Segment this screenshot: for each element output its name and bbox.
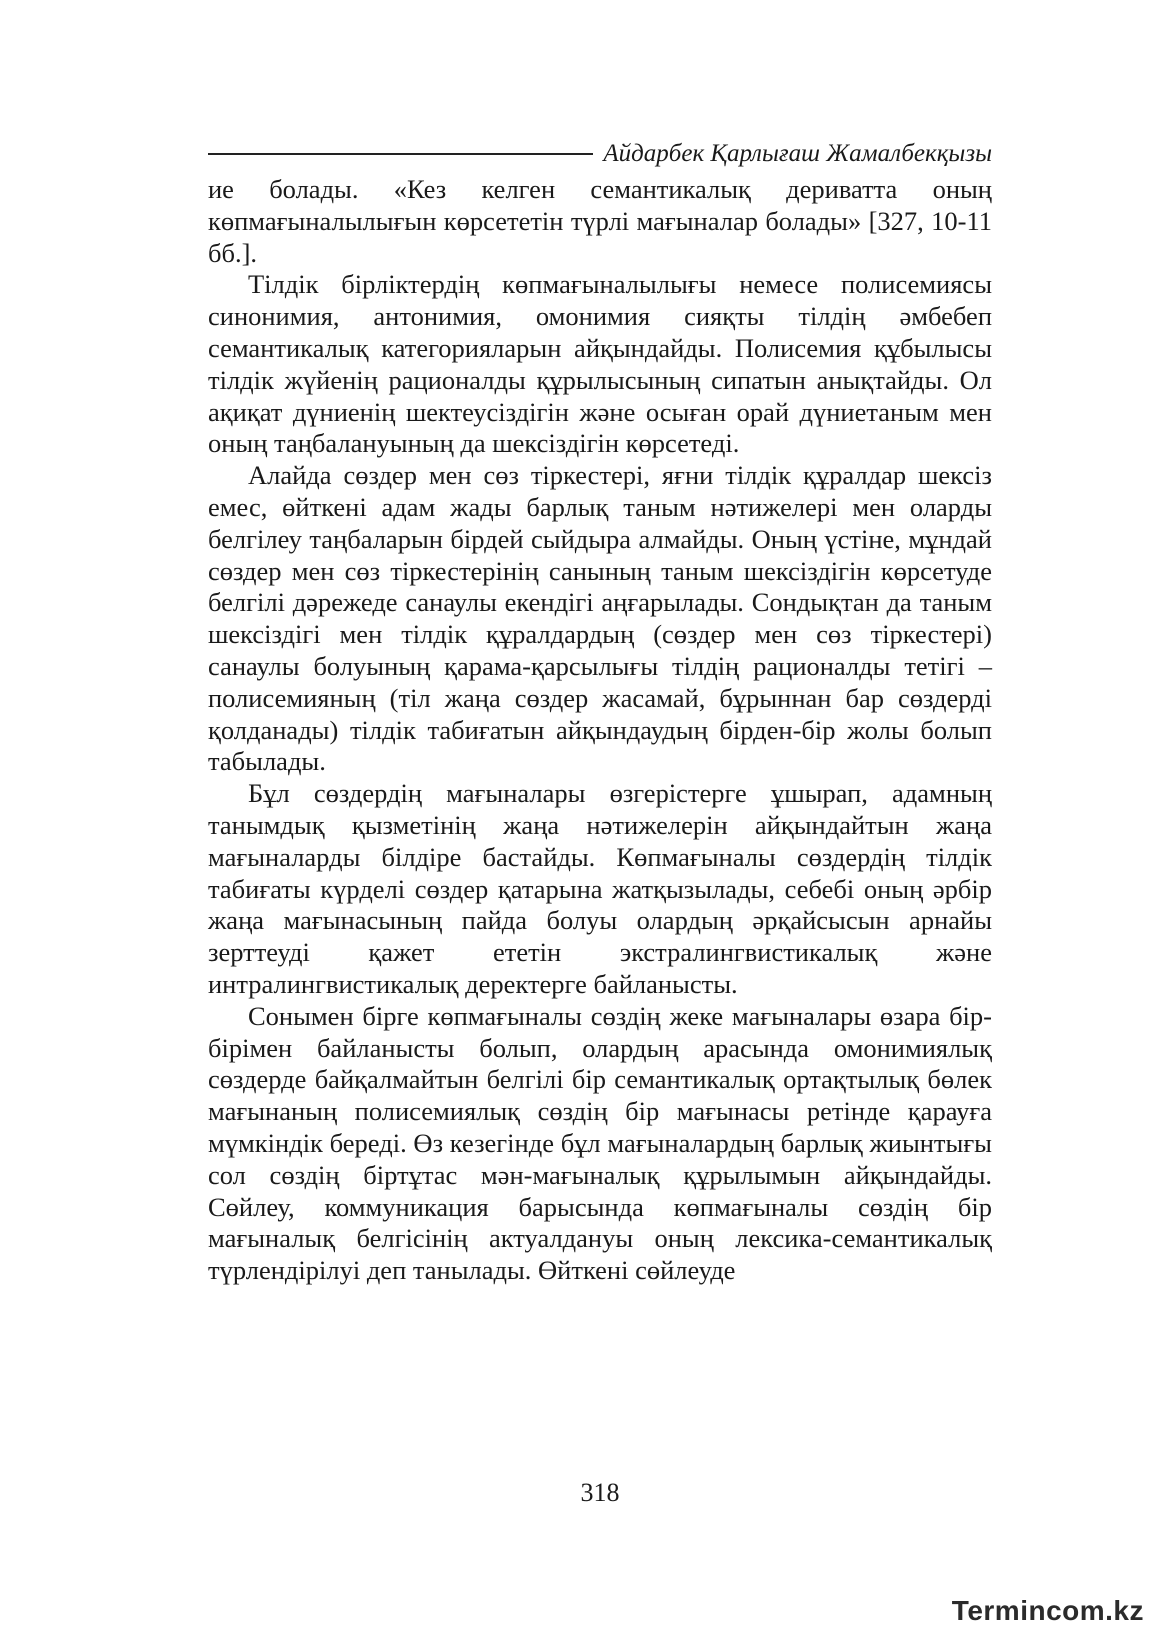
header-author: Айдарбек Қарлығаш Жамалбекқызы [603, 140, 992, 167]
running-header [208, 136, 992, 172]
header-rule [208, 153, 593, 155]
paragraph: Алайда сөздер мен сөз тіркестері, яғни тілдік құралдар шексіз емес, өйткені адам жады барлық таным нәтижелері мен оларды белгілеу таңбаларын бірдей сыйдыра алмайды. Оның үстіне, мұндай сөздер мен сөз тіркестерінің санының таным шексіздігін көрсетуде белгілі дәрежеде санаулы екендігі аңғарылады. Сондықтан да таным шексіздігі мен тілдік құралдардың (сөздер мен сөз тіркестері) санаулы болуының қарама-қарсылығы тілдің рационалды тетігі – полисемияның (тіл жаңа сөздер жасамай, бұрыннан бар сөздерді қолданады) тілдік табиғатын айқындаудың бірден-бір жолы болып табылады. [208, 460, 992, 777]
watermark-logo [952, 1595, 1144, 1627]
paragraph-continued: ие болады. «Кез келген семантикалық дериватта оның көпмағыналылығын көрсететін түрлі мағыналар болады» [327, 10-11 бб.]. [208, 174, 992, 268]
page-number: 318 [580, 1478, 620, 1507]
paragraph: Бұл сөздердің мағыналары өзгерістерге ұшырап, адамның танымдық қызметінің жаңа нәтижелерін айқындайтын жаңа мағыналарды білдіре бастайды. Көпмағыналы сөздердің тілдік табиғаты күрделі сөздер қатарына жатқызылады, себебі оның әрбір жаңа мағынасының пайда болуы олардың әрқайсысын арнайы зерттеуді қажет ететін экстралингвистикалық және интралингвистикалық деректерге байланысты. [208, 778, 992, 999]
body-text [208, 174, 992, 1287]
watermark-text: Termincom.kz [951, 1595, 1144, 1626]
paragraph: Сонымен бірге көпмағыналы сөздің жеке мағыналары өзара бір-бірімен байланысты болып, олардың арасында омонимиялық сөздерде байқалмайтын белгілі бір семантикалық ортақтылық бөлек мағынаның полисемиялық сөздің бір мағынасы ретінде қарауға мүмкіндік береді. Өз кезегінде бұл мағыналардың барлық жиынтығы сол сөздің біртұтас мән-мағыналық құрылымын айқындайды. Сөйлеу, коммуникация барысында көпмағыналы сөздің бір мағыналық белгісінің актуалдануы оның лексика-семантикалық түрлендірілуі деп танылады. Өйткені сөйлеуде [208, 1000, 992, 1286]
paragraph: Тілдік бірліктердің көпмағыналылығы немесе полисемиясы синонимия, антонимия, омонимия сияқты тілдің әмбебеп семантикалық категорияларын айқындайды. Полисемия құбылысы тілдік жүйенің рационалды құрылысының сипатын анықтайды. Ол ақиқат дүниенің шектеусіздігін және осыған орай дүниетаным мен оның таңбалануының да шексіздігін көрсетеді. [208, 269, 992, 459]
